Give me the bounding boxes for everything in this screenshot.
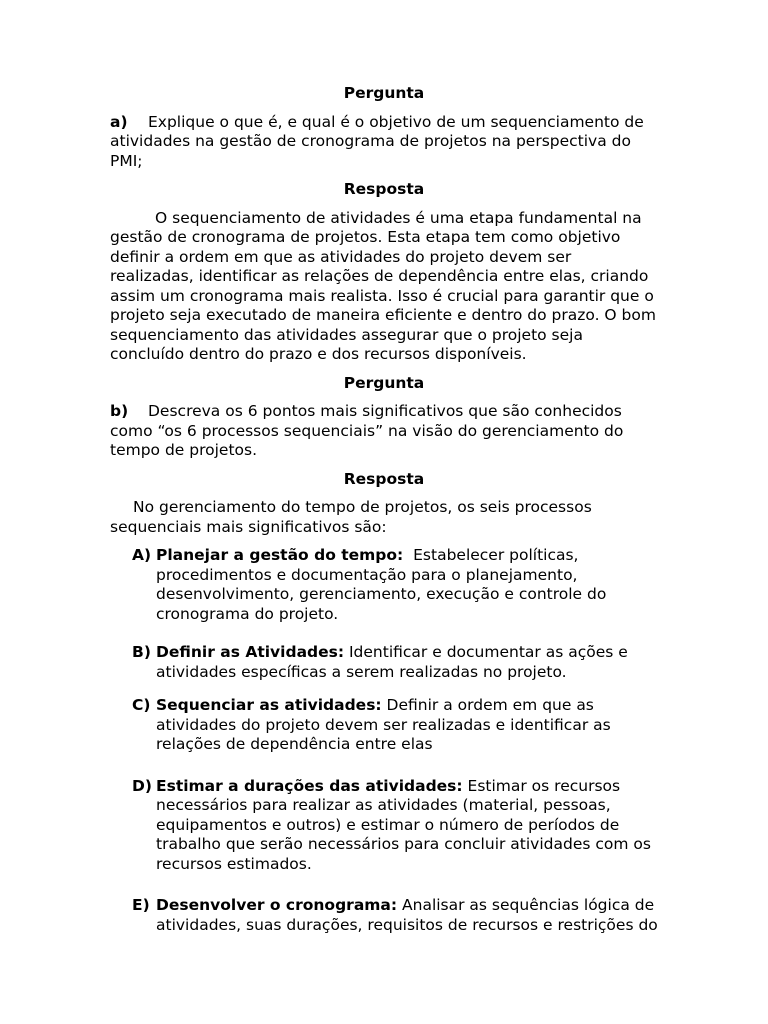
question-heading: Pergunta: [343, 84, 425, 102]
list-item: [110, 777, 658, 875]
list-item-letter: B): [132, 643, 151, 661]
list-item-text: Estabelecer políticas, procedimentos e documentação para o planejamento, desenvolvimento, gerenciamento, execução e controle do cronograma do projeto.: [156, 546, 612, 623]
list-item-term: Definir as Atividades:: [156, 643, 345, 661]
list-item: [110, 643, 658, 682]
list-item-text: Definir a ordem em que as atividades do projeto devem ser realizadas e identificar as relações de dependência entre elas: [156, 696, 616, 753]
list-item-term: Estimar a durações das atividades:: [156, 776, 463, 795]
list-item: [110, 896, 658, 935]
question-heading: Pergunta: [343, 373, 425, 392]
list-item-term: Planejar a gestão do tempo:: [156, 546, 404, 564]
list-item-letter: D): [132, 776, 152, 795]
list-item-text: Identificar e documentar as ações e atividades específicas a serem realizadas no projeto.: [156, 643, 633, 681]
process-list: [110, 546, 658, 935]
document-body: [110, 84, 658, 935]
list-item-letter: E): [132, 896, 150, 914]
answer-heading: Resposta: [343, 469, 425, 488]
list-item-letter: A): [132, 546, 152, 564]
answer-a-text: O sequenciamento de atividades é uma etapa fundamental na gestão de cronograma de projetos. Esta etapa tem como objetivo definir a ordem em que as atividades do projeto devem ser realizadas, identificar as relações de dependência entre elas, criando assim um cronograma mais realista. Isso é crucial para garantir que o projeto seja executado de maneira eficiente e dentro do prazo. O bom sequenciamento das atividades assegurar que o projeto seja concluído dentro do prazo e dos recursos disponíveis.: [110, 208, 656, 363]
list-item-letter: C): [132, 696, 151, 714]
list-item: [110, 696, 658, 755]
list-item-text: Estimar os recursos necessários para realizar as atividades (material, pessoas, equipamentos e outros) e estimar o número de períodos de trabalho que serão necessários para concluir atividades com os recursos estimados.: [156, 776, 656, 873]
list-item-term: Sequenciar as atividades:: [156, 696, 382, 714]
question-label: b): [110, 402, 129, 420]
list-item-term: Desenvolver o cronograma:: [156, 896, 398, 914]
question-label: a): [110, 112, 128, 131]
question-text: Explique o que é, e qual é o objetivo de um sequenciamento de atividades na gestão de cronograma de projetos na perspectiva do PMI;: [110, 112, 644, 170]
list-item: [110, 546, 658, 624]
list-item-text: Analisar as sequências lógica de atividades, suas durações, requisitos de recursos e restrições do: [156, 896, 660, 934]
question-b: [110, 402, 658, 461]
question-text: Descreva os 6 pontos mais significativos que são conhecidos como “os 6 processos sequenciais” na visão do gerenciamento do tempo de projetos.: [110, 402, 624, 459]
question-a: [110, 113, 658, 172]
answer-heading: Resposta: [343, 180, 425, 198]
answer-b-intro: No gerenciamento do tempo de projetos, os seis processos sequenciais mais significativos são:: [110, 498, 592, 536]
